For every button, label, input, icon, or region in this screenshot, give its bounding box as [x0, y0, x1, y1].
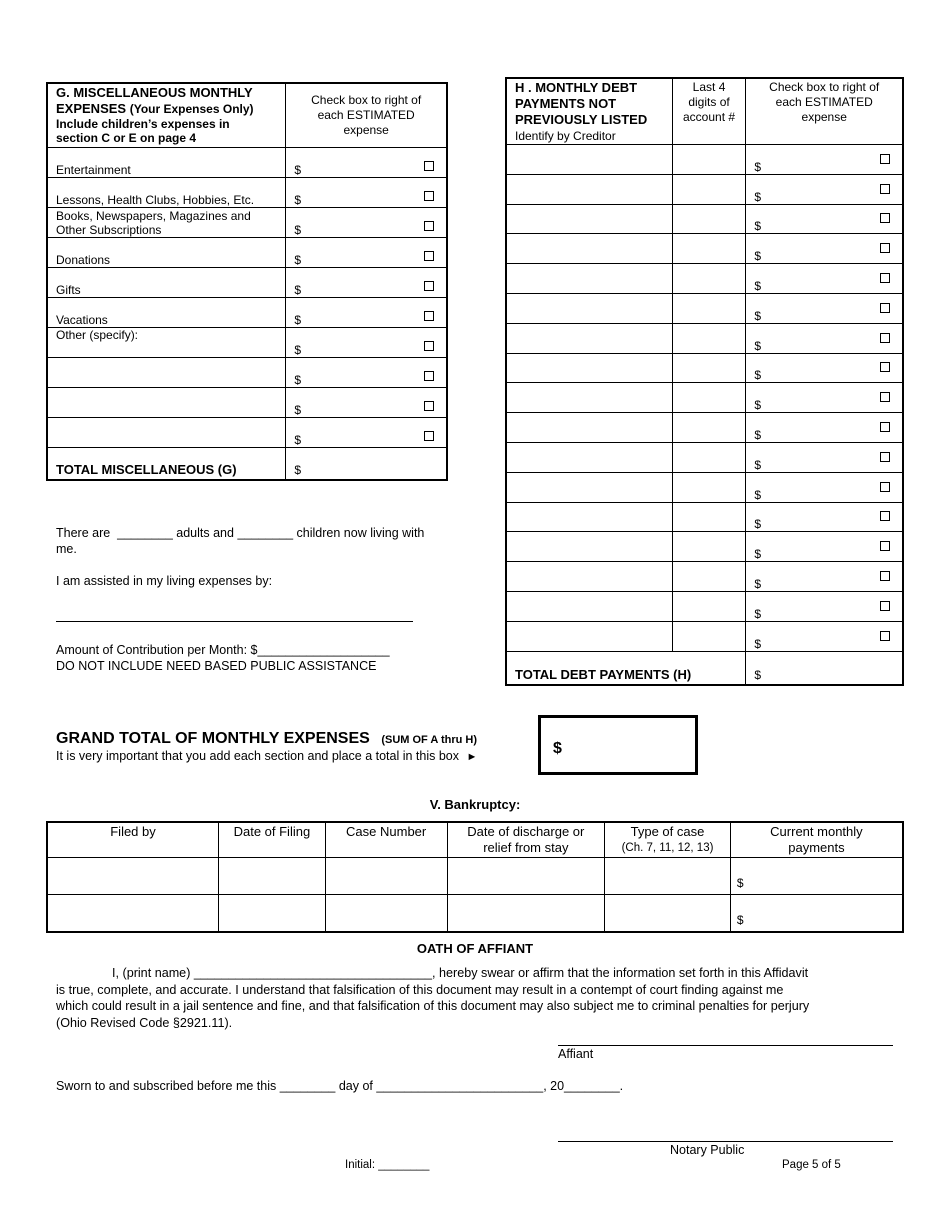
estimated-checkbox[interactable]	[424, 371, 434, 381]
table-row	[506, 502, 903, 532]
amount-field[interactable]: $	[746, 472, 903, 502]
row-label-subscriptions: Books, Newspapers, Magazines and Other Subscriptions	[47, 207, 286, 237]
creditor-field[interactable]	[506, 532, 672, 562]
amount-field[interactable]: $	[286, 177, 447, 207]
table-row	[506, 472, 903, 502]
amount-field[interactable]: $	[746, 621, 903, 651]
table-row	[506, 204, 903, 234]
amount-field[interactable]: $	[746, 591, 903, 621]
account-digits-field[interactable]	[672, 472, 746, 502]
estimated-checkbox[interactable]	[880, 184, 890, 194]
creditor-field[interactable]	[506, 323, 672, 353]
creditor-field[interactable]	[506, 502, 672, 532]
creditor-field[interactable]	[506, 383, 672, 413]
table-row	[506, 323, 903, 353]
estimated-checkbox[interactable]	[880, 273, 890, 283]
amount-field[interactable]: $	[286, 207, 447, 237]
amount-field[interactable]: $	[746, 442, 903, 472]
estimated-checkbox[interactable]	[424, 191, 434, 201]
estimated-checkbox[interactable]	[424, 161, 434, 171]
total-misc-label: TOTAL MISCELLANEOUS (G)	[47, 447, 286, 480]
bankruptcy-table	[46, 821, 904, 933]
account-digits-field[interactable]	[672, 204, 746, 234]
account-digits-field[interactable]	[672, 323, 746, 353]
amount-field[interactable]: $	[746, 234, 903, 264]
amount-field[interactable]: $	[746, 264, 903, 294]
account-digits-field[interactable]	[672, 264, 746, 294]
filed-by-field[interactable]	[47, 894, 219, 932]
monthly-payment-field[interactable]: $	[730, 857, 903, 894]
bankruptcy-title: V. Bankruptcy:	[429, 797, 521, 812]
estimated-checkbox[interactable]	[880, 631, 890, 641]
amount-field[interactable]: $	[746, 174, 903, 204]
case-number-field[interactable]	[325, 894, 447, 932]
table-row	[506, 353, 903, 383]
account-digits-field[interactable]	[672, 442, 746, 472]
amount-field[interactable]: $	[286, 417, 447, 447]
total-debt-label: TOTAL DEBT PAYMENTS (H)	[506, 651, 746, 685]
estimated-checkbox[interactable]	[880, 362, 890, 372]
estimated-checkbox[interactable]	[880, 154, 890, 164]
table-row	[506, 442, 903, 472]
header-case-number: Case Number	[325, 822, 447, 857]
creditor-field[interactable]	[506, 174, 672, 204]
estimated-checkbox[interactable]	[880, 601, 890, 611]
amount-field[interactable]: $	[286, 147, 447, 177]
estimated-checkbox[interactable]	[880, 213, 890, 223]
oath-text: I, (print name) __________________________________, hereby swear or affirm that the information set forth in this Affidavit is true, complete, and accurate. I understand that falsification of this document may result in a contempt of court finding against me which could result in a jail sentence and fine, and that falsification of this document may also subject me to criminal penalties for perjury (Ohio Revised Code §2921.11).	[56, 966, 810, 1030]
header-discharge-date: Date of discharge or relief from stay	[447, 822, 605, 857]
account-digits-field[interactable]	[672, 353, 746, 383]
filing-date-field[interactable]	[219, 894, 326, 932]
row-label-donations: Donations	[47, 237, 286, 267]
account-digits-field[interactable]	[672, 562, 746, 592]
total-misc-field[interactable]: $	[286, 447, 447, 480]
amount-field[interactable]: $	[746, 353, 903, 383]
table-row	[506, 591, 903, 621]
notary-label: Notary Public	[670, 1143, 745, 1157]
creditor-field[interactable]	[506, 204, 672, 234]
table-row	[506, 234, 903, 264]
debt-payments-table	[505, 77, 904, 686]
grand-total-instruction: It is very important that you add each section and place a total in this box ►	[56, 749, 478, 763]
creditor-field[interactable]	[506, 353, 672, 383]
creditor-field[interactable]	[506, 145, 672, 175]
creditor-field[interactable]	[506, 442, 672, 472]
amount-field[interactable]: $	[746, 323, 903, 353]
table-row	[506, 174, 903, 204]
table-row	[47, 894, 903, 932]
amount-field[interactable]: $	[746, 413, 903, 443]
case-number-field[interactable]	[325, 857, 447, 894]
header-filed-by: Filed by	[47, 822, 219, 857]
header-case-type: Type of case (Ch. 7, 11, 12, 13)	[605, 822, 731, 857]
header-date-of-filing: Date of Filing	[219, 822, 326, 857]
affiant-label: Affiant	[558, 1047, 594, 1061]
notary-signature-line[interactable]	[558, 1141, 893, 1142]
table-row	[506, 145, 903, 175]
estimated-check-header: Check box to right of each ESTIMATED expense	[286, 83, 447, 147]
household-members-text: There are ________ adults and ________ children now living with me.	[56, 526, 425, 556]
amount-field[interactable]: $	[746, 145, 903, 175]
contribution-label: Amount of Contribution per Month: $___________________	[56, 643, 390, 657]
amount-field[interactable]: $	[286, 267, 447, 297]
table-row	[506, 562, 903, 592]
account-digits-header: Last 4 digits of account #	[672, 78, 746, 145]
monthly-payment-field[interactable]: $	[730, 894, 903, 932]
grand-total-heading: GRAND TOTAL OF MONTHLY EXPENSES (SUM OF A thru H)	[56, 730, 478, 747]
amount-field[interactable]: $	[746, 383, 903, 413]
creditor-field[interactable]	[506, 562, 672, 592]
sworn-statement: Sworn to and subscribed before me this ________ day of ________________________, 20________.	[56, 1079, 624, 1093]
row-label-gifts: Gifts	[47, 267, 286, 297]
account-digits-field[interactable]	[672, 591, 746, 621]
amount-field[interactable]: $	[746, 502, 903, 532]
estimated-checkbox[interactable]	[424, 251, 434, 261]
account-digits-field[interactable]	[672, 293, 746, 323]
account-digits-field[interactable]	[672, 502, 746, 532]
amount-field[interactable]: $	[286, 387, 447, 417]
misc-expenses-table	[46, 82, 448, 481]
estimated-checkbox[interactable]	[880, 333, 890, 343]
account-digits-field[interactable]	[672, 234, 746, 264]
table-row	[506, 383, 903, 413]
amount-field[interactable]: $	[286, 357, 447, 387]
creditor-field[interactable]	[506, 621, 672, 651]
initial-field[interactable]: Initial: ________	[345, 1159, 430, 1171]
amount-field[interactable]: $	[286, 327, 447, 357]
estimated-checkbox[interactable]	[880, 422, 890, 432]
account-digits-field[interactable]	[672, 621, 746, 651]
row-label-entertainment: Entertainment	[47, 147, 286, 177]
creditor-field[interactable]	[506, 591, 672, 621]
assisted-label: I am assisted in my living expenses by:	[56, 574, 273, 588]
public-assistance-warning: DO NOT INCLUDE NEED BASED PUBLIC ASSISTANCE	[56, 659, 377, 673]
oath-title: OATH OF AFFIANT	[416, 941, 534, 956]
estimated-checkbox[interactable]	[880, 452, 890, 462]
estimated-checkbox[interactable]	[880, 571, 890, 581]
account-digits-field[interactable]	[672, 383, 746, 413]
table-row	[47, 857, 903, 894]
estimated-checkbox[interactable]	[424, 221, 434, 231]
amount-field[interactable]: $	[746, 532, 903, 562]
estimated-checkbox[interactable]	[424, 281, 434, 291]
other-expense-field[interactable]	[47, 387, 286, 417]
discharge-date-field[interactable]	[447, 894, 605, 932]
debt-rows	[506, 145, 903, 652]
amount-field[interactable]: $	[746, 204, 903, 234]
estimated-checkbox[interactable]	[880, 541, 890, 551]
estimated-checkbox[interactable]	[424, 311, 434, 321]
estimated-checkbox[interactable]	[424, 431, 434, 441]
creditor-field[interactable]	[506, 264, 672, 294]
assisted-by-line[interactable]	[56, 621, 413, 622]
table-row	[506, 293, 903, 323]
misc-expenses-header: G. MISCELLANEOUS MONTHLY EXPENSES (Your Expenses Only) Include children’s expenses in section C or E on page 4	[47, 83, 286, 147]
header-monthly-payments: Current monthly payments	[730, 822, 903, 857]
other-expense-field[interactable]	[47, 417, 286, 447]
filing-date-field[interactable]	[219, 857, 326, 894]
case-type-field[interactable]	[605, 894, 731, 932]
creditor-field[interactable]	[506, 234, 672, 264]
table-row	[506, 264, 903, 294]
amount-field[interactable]: $	[286, 297, 447, 327]
creditor-field[interactable]	[506, 472, 672, 502]
account-digits-field[interactable]	[672, 145, 746, 175]
estimated-checkbox[interactable]	[880, 303, 890, 313]
discharge-date-field[interactable]	[447, 857, 605, 894]
table-row	[506, 413, 903, 443]
creditor-field[interactable]	[506, 293, 672, 323]
row-label-other[interactable]: Other (specify):	[47, 327, 286, 357]
estimated-checkbox[interactable]	[424, 401, 434, 411]
case-type-field[interactable]	[605, 857, 731, 894]
table-row	[506, 532, 903, 562]
account-digits-field[interactable]	[672, 413, 746, 443]
total-debt-field[interactable]: $	[746, 651, 903, 685]
row-label-vacations: Vacations	[47, 297, 286, 327]
affiant-signature-line[interactable]	[558, 1045, 893, 1046]
creditor-field[interactable]	[506, 413, 672, 443]
grand-total-box[interactable]: $	[538, 715, 698, 775]
amount-field[interactable]: $	[746, 293, 903, 323]
estimated-check-header: Check box to right of each ESTIMATED expense	[746, 78, 903, 145]
table-row	[506, 621, 903, 651]
arrow-right-icon: ►	[466, 751, 478, 763]
estimated-checkbox[interactable]	[880, 392, 890, 402]
estimated-checkbox[interactable]	[880, 243, 890, 253]
debt-payments-header: H . MONTHLY DEBT PAYMENTS NOT PREVIOUSLY LISTED Identify by Creditor	[506, 78, 672, 145]
estimated-checkbox[interactable]	[880, 511, 890, 521]
amount-field[interactable]: $	[286, 237, 447, 267]
page-number: Page 5 of 5	[782, 1159, 841, 1171]
estimated-checkbox[interactable]	[424, 341, 434, 351]
filed-by-field[interactable]	[47, 857, 219, 894]
estimated-checkbox[interactable]	[880, 482, 890, 492]
account-digits-field[interactable]	[672, 532, 746, 562]
amount-field[interactable]: $	[746, 562, 903, 592]
row-label-lessons: Lessons, Health Clubs, Hobbies, Etc.	[47, 177, 286, 207]
account-digits-field[interactable]	[672, 174, 746, 204]
other-expense-field[interactable]	[47, 357, 286, 387]
